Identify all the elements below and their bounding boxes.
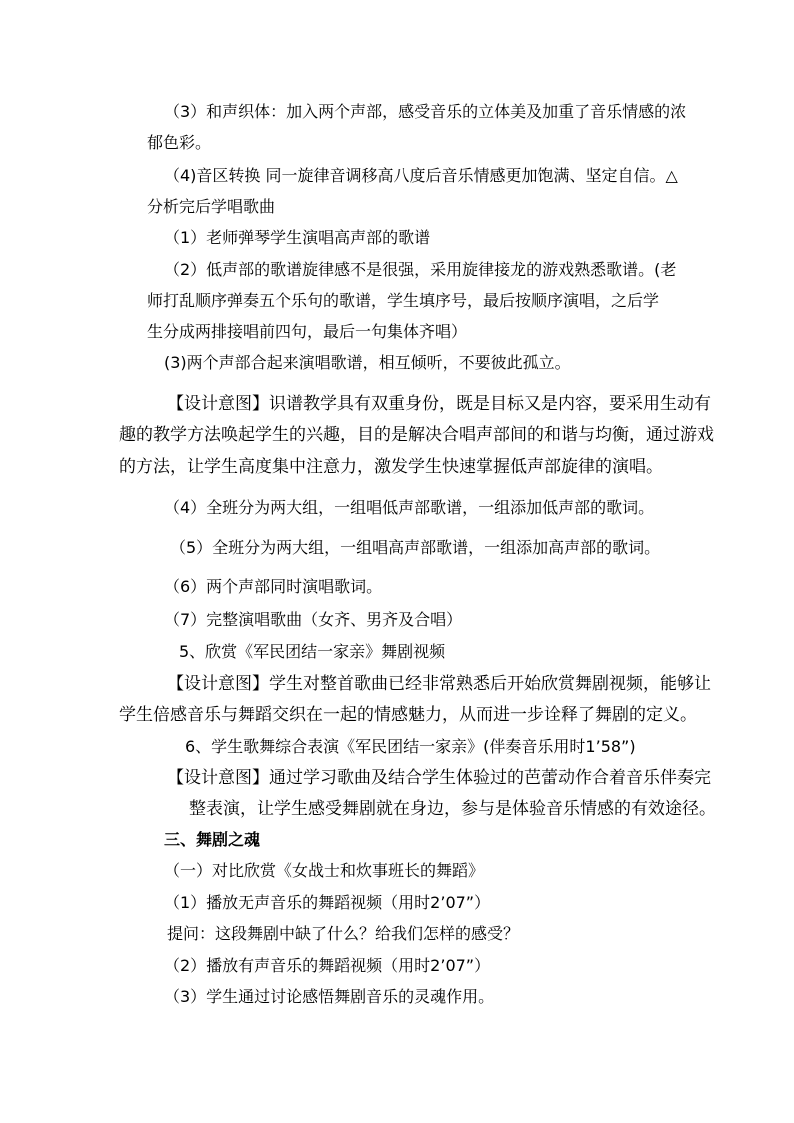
- text-line: 学生倍感音乐与舞蹈交织在一起的情感魅力，从而进一步诠释了舞剧的定义。: [119, 705, 697, 725]
- text-line: 郁色彩。: [147, 133, 212, 152]
- text-line: 提问：这段舞剧中缺了什么？给我们怎样的感受？: [167, 924, 520, 943]
- text-line: 5、欣赏《军民团结一家亲》舞剧视频: [179, 642, 446, 661]
- design-intent-paragraph: 【设计意图】识谱教学具有双重身份，既是目标又是内容，要采用生动有: [167, 394, 711, 414]
- text-line: （1）老师弹琴学生演唱高声部的歌谱: [164, 228, 431, 247]
- text-line: （5）全班分为两大组，一组唱高声部歌谱，一组添加高声部的歌词。: [170, 538, 661, 557]
- text-line: （6）两个声部同时演唱歌词。: [164, 577, 383, 596]
- text-line: 6、学生歌舞综合表演《军民团结一家亲》(伴奏音乐用时1’58”): [185, 737, 636, 756]
- design-intent-paragraph: 【设计意图】通过学习歌曲及结合学生体验过的芭蕾动作合着音乐伴奏完: [167, 768, 711, 788]
- text-line: （3）和声织体：加入两个声部，感受音乐的立体美及加重了音乐情感的浓: [164, 102, 687, 121]
- text-line: （7）完整演唱歌曲（女齐、男齐及合唱）: [164, 610, 463, 629]
- text-line: 的方法，让学生高度集中注意力，激发学生快速掌握低声部旋律的演唱。: [119, 457, 663, 477]
- text-line: （一）对比欣赏《女战士和炊事班长的舞蹈》: [164, 861, 485, 880]
- text-line: 师打乱顺序弹奏五个乐句的歌谱，学生填序号，最后按顺序演唱，之后学: [147, 291, 660, 310]
- text-line: （2）播放有声音乐的舞蹈视频（用时2’07”）: [164, 956, 491, 975]
- text-line: (3)两个声部合起来演唱歌谱，相互倾听，不要彼此孤立。: [164, 353, 571, 372]
- text-line: （4）全班分为两大组，一组唱低声部歌谱，一组添加低声部的歌词。: [164, 498, 655, 517]
- text-line: （4)音区转换 同一旋律音调移高八度后音乐情感更加饱满、坚定自信。△: [164, 166, 678, 185]
- design-intent-paragraph: 【设计意图】学生对整首歌曲已经非常熟悉后开始欣赏舞剧视频，能够让: [167, 674, 711, 694]
- text-line: 生分成两排接唱前四句，最后一句集体齐唱）: [147, 322, 468, 341]
- text-line: 整表演，让学生感受舞剧就在身边，参与是体验音乐情感的有效途径。: [189, 799, 716, 819]
- text-line: （1）播放无声音乐的舞蹈视频（用时2’07”）: [164, 893, 491, 912]
- section-heading: 三、舞剧之魂: [164, 830, 261, 849]
- text-line: （3）学生通过讨论感悟舞剧音乐的灵魂作用。: [164, 987, 495, 1006]
- text-line: 趣的教学方法唤起学生的兴趣，目的是解决合唱声部间的和谐与均衡，通过游戏: [119, 425, 714, 445]
- text-line: 分析完后学唱歌曲: [147, 197, 276, 216]
- text-line: （2）低声部的歌谱旋律感不是很强，采用旋律接龙的游戏熟悉歌谱。(老: [164, 260, 677, 279]
